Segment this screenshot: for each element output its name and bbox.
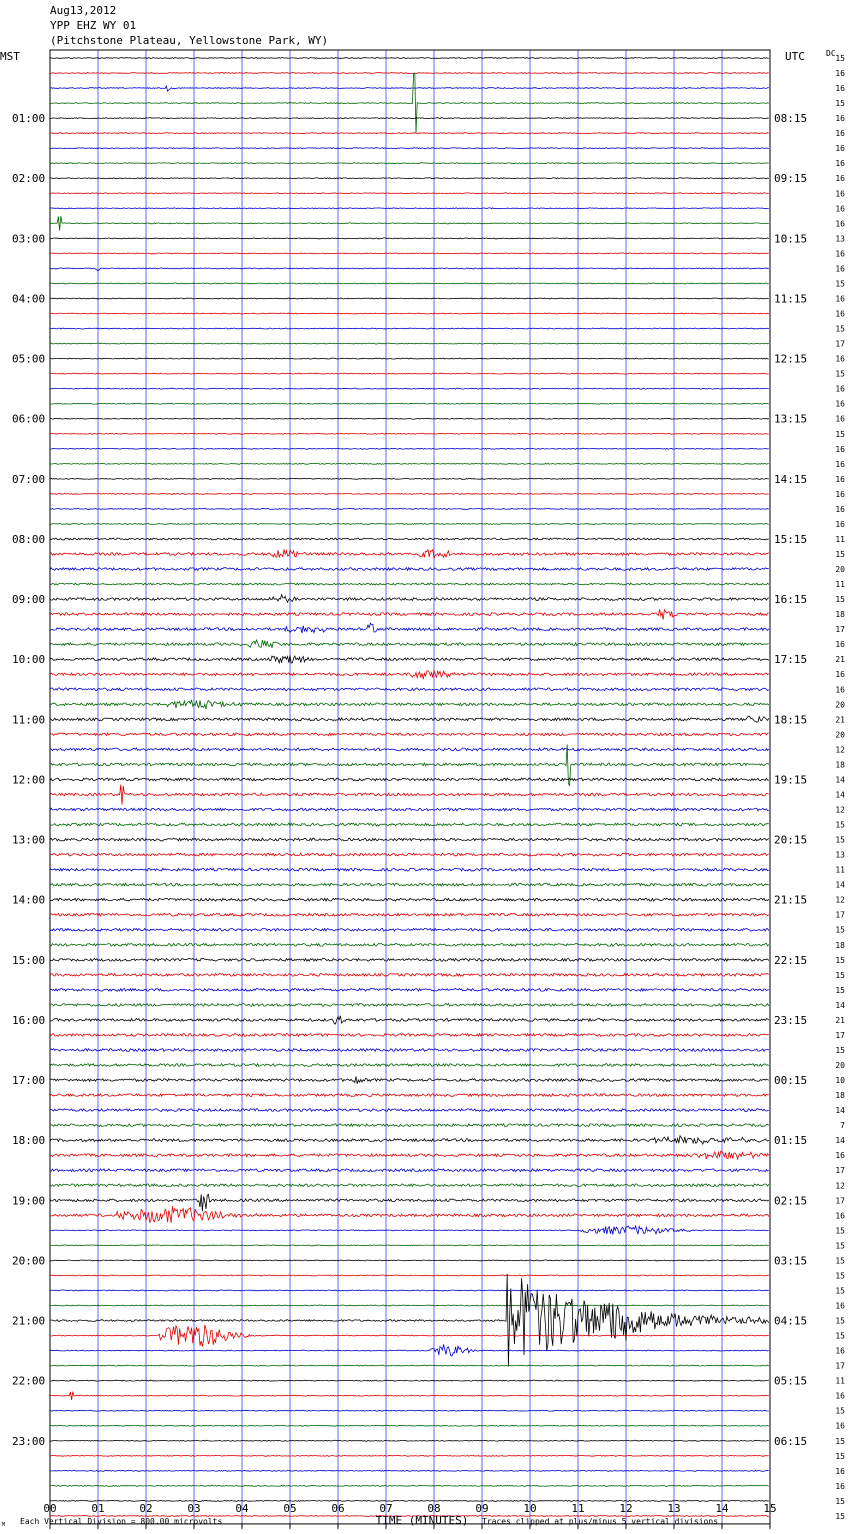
dc-offset-value: 17	[835, 1030, 845, 1040]
dc-offset-value: 15	[835, 1406, 845, 1416]
dc-offset-value: 16	[835, 1481, 845, 1491]
trace-row	[50, 1049, 769, 1052]
dc-offset-value: 15	[835, 925, 845, 935]
dc-offset-value: 12	[835, 1181, 845, 1191]
trace-row	[50, 670, 769, 679]
utc-hour-label: 05:15	[774, 1374, 808, 1388]
mst-hour-label: 02:00	[12, 172, 46, 186]
dc-offset-value: 16	[835, 384, 845, 394]
dc-offset-value: 15	[835, 369, 845, 379]
dc-offset-value: 16	[835, 489, 845, 499]
dc-offset-value: 16	[835, 519, 845, 529]
trace-row	[50, 328, 769, 329]
trace-row	[50, 1016, 769, 1024]
x-tick-label: 11	[571, 1502, 585, 1515]
dc-offset-value: 15	[835, 1226, 845, 1236]
trace-row	[50, 1485, 769, 1486]
trace-row	[50, 493, 769, 494]
dc-offset-value: 16	[835, 444, 845, 454]
utc-hour-label: 00:15	[774, 1074, 808, 1088]
trace-row	[50, 418, 769, 419]
station-code: YPP EHZ WY 01	[50, 19, 137, 32]
trace-row	[50, 178, 769, 179]
trace-row	[50, 283, 769, 284]
utc-hour-label: 13:15	[774, 412, 808, 426]
mst-hour-label: 21:00	[12, 1314, 46, 1328]
dc-offset-value: 17	[835, 1196, 845, 1206]
utc-hour-label: 21:15	[774, 893, 808, 907]
trace-row	[50, 1260, 769, 1261]
utc-hour-label: 17:15	[774, 653, 808, 667]
utc-hour-label: 06:15	[774, 1434, 808, 1448]
trace-row	[50, 928, 769, 931]
x-tick-label: 07	[379, 1502, 393, 1515]
x-axis-label: TIME (MINUTES)	[375, 1514, 469, 1527]
dc-offset-value: 16	[835, 1151, 845, 1161]
dc-offset-value: 16	[835, 1391, 845, 1401]
trace-row	[50, 808, 769, 811]
dc-offset-value: 17	[835, 1361, 845, 1371]
utc-hour-label: 09:15	[774, 172, 808, 186]
trace-row	[50, 163, 769, 164]
dc-offset-value: 15	[835, 1331, 845, 1341]
trace-row	[50, 58, 769, 59]
trace-row	[50, 716, 769, 722]
dc-offset-value: 15	[835, 324, 845, 334]
trace-row	[50, 778, 769, 781]
dc-offset-value: 11	[835, 580, 845, 590]
trace-row	[50, 549, 769, 558]
dc-offset-value: 12	[835, 805, 845, 815]
dc-offset-value: 16	[835, 1301, 845, 1311]
trace-row	[50, 1500, 769, 1501]
trace-row	[50, 913, 769, 916]
dc-offset-value: 16	[835, 144, 845, 154]
x-tick-label: 14	[715, 1502, 729, 1515]
dc-column-title: DC	[826, 49, 836, 58]
trace-row	[50, 1076, 769, 1083]
trace-row	[50, 1124, 769, 1127]
trace-row	[50, 733, 769, 736]
trace-row	[50, 1455, 769, 1456]
trace-row	[50, 838, 769, 841]
dc-offset-value: 15	[835, 835, 845, 845]
trace-row	[50, 148, 769, 149]
mst-hour-label: 18:00	[12, 1134, 46, 1148]
plot-frame	[50, 50, 770, 1524]
x-tick-label: 04	[235, 1502, 249, 1515]
trace-row	[50, 388, 769, 389]
record-date: Aug13,2012	[50, 4, 117, 17]
trace-row	[50, 1344, 769, 1356]
mst-hour-label: 12:00	[12, 773, 46, 787]
dc-offset-value: 14	[835, 880, 845, 890]
dc-offset-value: 15	[835, 1256, 845, 1266]
x-tick-label: 12	[619, 1502, 633, 1515]
trace-row	[50, 133, 769, 134]
dc-offset-value: 16	[835, 174, 845, 184]
trace-row	[50, 1470, 769, 1471]
dc-offset-value: 15	[835, 1045, 845, 1055]
trace-row	[50, 208, 769, 209]
trace-row	[50, 509, 769, 510]
dc-offset-value: 15	[835, 1451, 845, 1461]
trace-row	[50, 989, 769, 992]
dc-offset-value: 16	[835, 249, 845, 259]
mst-hour-label: 04:00	[12, 292, 46, 306]
utc-hour-label: 12:15	[774, 352, 808, 366]
station-location: (Pitchstone Plateau, Yellowstone Park, WY)	[50, 34, 329, 47]
trace-row	[50, 463, 769, 464]
trace-row	[50, 343, 769, 344]
dc-offset-value: 16	[835, 1466, 845, 1476]
dc-offset-value: 12	[835, 745, 845, 755]
dc-offset-value: 15	[835, 970, 845, 980]
mst-hour-label: 10:00	[12, 653, 46, 667]
trace-row	[50, 538, 769, 540]
utc-hour-label: 04:15	[774, 1314, 808, 1328]
trace-row	[50, 216, 769, 230]
dc-offset-value: 21	[835, 655, 845, 665]
dc-offset-value: 17	[835, 339, 845, 349]
trace-row	[50, 688, 769, 691]
utc-axis-title: UTC	[785, 50, 805, 63]
dc-offset-value: 15	[835, 820, 845, 830]
x-tick-label: 00	[43, 1502, 57, 1515]
utc-hour-label: 16:15	[774, 593, 808, 607]
dc-offset-value: 16	[835, 1211, 845, 1221]
dc-offset-value: 18	[835, 1091, 845, 1101]
utc-hour-label: 15:15	[774, 532, 808, 546]
dc-offset-value: 17	[835, 1166, 845, 1176]
dc-offset-value: 11	[835, 1376, 845, 1386]
x-tick-label: 03	[187, 1502, 201, 1515]
dc-offset-value: 16	[835, 129, 845, 139]
mst-hour-label: 05:00	[12, 352, 46, 366]
dc-offset-value: 15	[835, 1241, 845, 1251]
dc-offset-value: 16	[835, 204, 845, 214]
trace-row	[50, 640, 769, 648]
x-tick-label: 02	[139, 1502, 153, 1515]
x-tick-label: 05	[283, 1502, 297, 1515]
dc-offset-value: 15	[835, 279, 845, 289]
dc-offset-value: 7	[840, 1121, 845, 1131]
mst-hour-label: 22:00	[12, 1374, 46, 1388]
mst-hour-label: 08:00	[12, 532, 46, 546]
dc-offset-value: 11	[835, 534, 845, 544]
dc-offset-value: 13	[835, 850, 845, 860]
utc-hour-label: 23:15	[774, 1013, 808, 1027]
utc-hour-label: 11:15	[774, 292, 808, 306]
trace-row	[50, 1034, 769, 1037]
trace-row	[50, 898, 769, 901]
dc-offset-value: 15	[835, 54, 845, 63]
trace-row	[50, 868, 769, 871]
x-tick-label: 15	[763, 1502, 777, 1515]
trace-row	[50, 959, 769, 962]
x-tick-label: 06	[331, 1502, 345, 1515]
utc-hour-label: 18:15	[774, 713, 808, 727]
dc-offset-value: 17	[835, 625, 845, 635]
dc-offset-value: 21	[835, 715, 845, 725]
trace-row	[50, 1380, 769, 1381]
trace-row	[50, 883, 769, 886]
trace-row	[50, 298, 769, 299]
mst-hour-label: 01:00	[12, 112, 46, 126]
dc-offset-value: 16	[835, 264, 845, 274]
trace-row	[50, 655, 769, 663]
trace-row	[50, 1245, 769, 1246]
dc-offset-value: 16	[835, 1421, 845, 1431]
utc-hour-label: 10:15	[774, 232, 808, 246]
trace-row	[50, 1184, 769, 1187]
dc-offset-value: 15	[835, 99, 845, 109]
trace-row	[50, 1305, 769, 1306]
dc-offset-value: 20	[835, 730, 845, 740]
trace-row	[50, 1410, 769, 1411]
dc-offset-value: 13	[835, 234, 845, 244]
mst-hour-label: 11:00	[12, 713, 46, 727]
trace-row	[50, 118, 769, 119]
dc-offset-value: 16	[835, 354, 845, 364]
utc-hour-label: 02:15	[774, 1194, 808, 1208]
dc-offset-value: 16	[835, 114, 845, 124]
trace-row	[50, 1440, 769, 1441]
dc-offset-value: 16	[835, 414, 845, 424]
trace-row	[50, 1325, 769, 1347]
mst-hour-label: 06:00	[12, 412, 46, 426]
trace-row	[50, 700, 769, 709]
dc-offset-value: 15	[835, 549, 845, 559]
dc-offset-value: 16	[835, 640, 845, 650]
trace-row	[50, 748, 769, 751]
utc-hour-label: 19:15	[774, 773, 808, 787]
trace-row	[50, 73, 769, 74]
trace-row	[50, 1151, 769, 1159]
trace-row	[50, 1226, 769, 1235]
utc-hour-label: 08:15	[774, 112, 808, 126]
trace-row	[50, 478, 769, 479]
dc-offset-value: 15	[835, 1271, 845, 1281]
dc-offset-value: 15	[835, 955, 845, 965]
trace-row	[50, 238, 769, 239]
trace-row	[50, 313, 769, 314]
corner-mark: M	[2, 1522, 6, 1528]
dc-offset-value: 16	[835, 474, 845, 484]
dc-offset-value: 12	[835, 895, 845, 905]
dc-offset-value: 18	[835, 940, 845, 950]
trace-row	[50, 974, 769, 977]
trace-row	[50, 1365, 769, 1366]
trace-row	[50, 853, 769, 856]
trace-row	[50, 403, 769, 404]
trace-row	[50, 1136, 769, 1144]
x-tick-label: 10	[523, 1502, 537, 1515]
division-note: Each Vertical Division = 800.00 microvolts	[20, 1517, 223, 1526]
dc-offset-value: 15	[835, 1511, 845, 1521]
mst-hour-label: 23:00	[12, 1434, 46, 1448]
utc-hour-label: 01:15	[774, 1134, 808, 1148]
trace-row	[50, 73, 769, 133]
trace-row	[50, 943, 769, 946]
mst-axis-title: MST	[0, 50, 20, 63]
trace-row	[50, 1274, 769, 1367]
trace-row	[50, 1109, 769, 1112]
dc-offset-value: 15	[835, 1436, 845, 1446]
trace-row	[50, 823, 769, 826]
trace-row	[50, 1169, 769, 1172]
mst-hour-label: 07:00	[12, 472, 46, 486]
trace-row	[50, 1290, 769, 1291]
trace-row	[50, 595, 769, 603]
trace-row	[50, 253, 769, 254]
dc-offset-value: 16	[835, 670, 845, 680]
trace-row	[50, 1275, 769, 1276]
dc-offset-value: 18	[835, 760, 845, 770]
trace-row	[50, 623, 769, 633]
dc-offset-value: 16	[835, 504, 845, 514]
dc-offset-value: 16	[835, 685, 845, 695]
dc-offset-value: 20	[835, 1061, 845, 1071]
dc-offset-value: 11	[835, 865, 845, 875]
trace-row	[50, 785, 769, 805]
dc-offset-value: 16	[835, 84, 845, 94]
mst-hour-label: 16:00	[12, 1013, 46, 1027]
mst-hour-label: 15:00	[12, 953, 46, 967]
utc-hour-label: 22:15	[774, 953, 808, 967]
dc-offset-value: 16	[835, 294, 845, 304]
dc-offset-value: 14	[835, 775, 845, 785]
trace-row	[50, 358, 769, 359]
dc-offset-value: 15	[835, 1496, 845, 1506]
dc-offset-value: 16	[835, 69, 845, 79]
dc-offset-value: 16	[835, 1346, 845, 1356]
trace-row	[50, 448, 769, 449]
x-tick-label: 13	[667, 1502, 681, 1515]
dc-offset-value: 14	[835, 1136, 845, 1146]
trace-row	[50, 524, 769, 525]
dc-offset-value: 15	[835, 1286, 845, 1296]
mst-hour-label: 03:00	[12, 232, 46, 246]
trace-row	[50, 609, 769, 619]
dc-offset-value: 14	[835, 790, 845, 800]
dc-offset-value: 20	[835, 565, 845, 575]
x-tick-label: 01	[91, 1502, 105, 1515]
trace-row	[50, 1004, 769, 1007]
dc-offset-value: 14	[835, 1000, 845, 1010]
x-tick-label: 09	[475, 1502, 489, 1515]
dc-offset-value: 15	[835, 595, 845, 605]
dc-offset-value: 21	[835, 1015, 845, 1025]
dc-offset-value: 10	[835, 1076, 845, 1086]
mst-hour-label: 20:00	[12, 1254, 46, 1268]
mst-hour-label: 19:00	[12, 1194, 46, 1208]
trace-row	[50, 583, 769, 585]
trace-row	[50, 268, 769, 271]
trace-row	[50, 373, 769, 374]
trace-row	[50, 1425, 769, 1426]
dc-offset-value: 15	[835, 985, 845, 995]
trace-row	[50, 1194, 769, 1211]
dc-offset-value: 16	[835, 399, 845, 409]
trace-row	[50, 1392, 769, 1400]
trace-row	[50, 86, 769, 91]
mst-hour-label: 17:00	[12, 1074, 46, 1088]
dc-offset-value: 17	[835, 910, 845, 920]
x-tick-label: 08	[427, 1502, 441, 1515]
trace-row	[50, 193, 769, 194]
dc-offset-value: 14	[835, 1106, 845, 1116]
dc-offset-value: 15	[835, 429, 845, 439]
dc-offset-value: 16	[835, 219, 845, 229]
utc-hour-label: 14:15	[774, 472, 808, 486]
mst-hour-label: 13:00	[12, 833, 46, 847]
utc-hour-label: 20:15	[774, 833, 808, 847]
trace-row	[50, 568, 769, 571]
trace-row	[50, 433, 769, 434]
utc-hour-label: 03:15	[774, 1254, 808, 1268]
dc-offset-value: 16	[835, 159, 845, 169]
mst-hour-label: 09:00	[12, 593, 46, 607]
mst-hour-label: 14:00	[12, 893, 46, 907]
dc-offset-value: 20	[835, 700, 845, 710]
clip-note: Traces clipped at plus/minus 5 vertical divisions	[482, 1517, 719, 1526]
trace-row	[50, 1094, 769, 1097]
dc-offset-value: 16	[835, 459, 845, 469]
dc-offset-value: 18	[835, 610, 845, 620]
dc-offset-value: 16	[835, 189, 845, 199]
dc-offset-value: 15	[835, 1316, 845, 1326]
trace-row	[50, 1064, 769, 1067]
dc-offset-value: 16	[835, 309, 845, 319]
trace-row	[50, 1206, 769, 1222]
